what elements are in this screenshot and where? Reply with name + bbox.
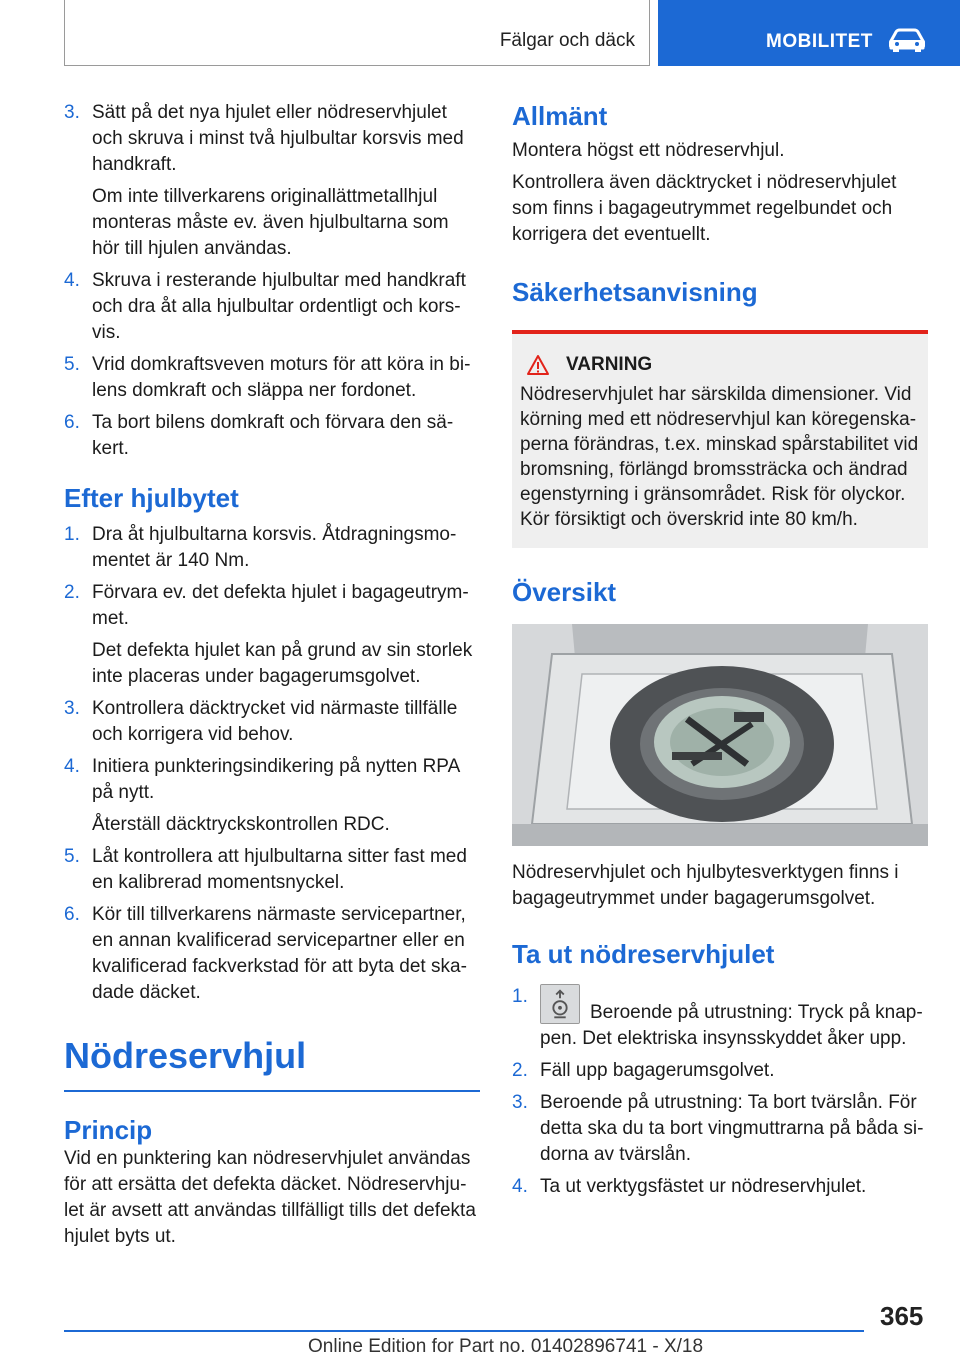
section-title-sakerhet: Säkerhetsanvisning — [512, 277, 758, 307]
step-text: Fäll upp bagagerumsgolvet. — [540, 1060, 775, 1081]
step-text-block — [92, 410, 480, 462]
step-text-block — [92, 902, 480, 1006]
car-icon — [888, 27, 926, 53]
right-column — [512, 100, 928, 1206]
step-item — [64, 844, 480, 896]
warning-text: Nödreservhjulet har särskilda dimensioner. Vid körning med ett nödreservhjul kan köregenskaperna förändras, t.ex. minskad spårstabilitet vid bromsning, förlängd bromssträcka och ändrad egenstyrning i gränsområdet. Risk för olyckor. Kör försiktigt och överskrid inte 80 km/h. — [520, 384, 919, 530]
step-item — [64, 522, 480, 574]
header-section-box — [64, 0, 650, 66]
step-item — [512, 1058, 928, 1084]
step-text-block — [540, 1058, 928, 1084]
step-item — [64, 696, 480, 748]
section-title-allmant: Allmänt — [512, 101, 608, 131]
step-number: 5. — [64, 354, 80, 375]
step-number: 4. — [64, 756, 80, 777]
title-rule — [64, 1090, 480, 1092]
step-text: Ta ut verktygsfästet ur nödreservhjulet. — [540, 1176, 867, 1197]
step-item — [512, 1174, 928, 1200]
step-item — [64, 754, 480, 838]
section-title-princip: Princip — [64, 1114, 153, 1145]
step-text: Skruva i resterande hjulbultar med handkraft och dra åt alla hjulbultar ordentligt och korsvis. — [92, 270, 466, 343]
step-text: Initiera punkteringsindikering på nytten RPA på nytt. — [92, 756, 460, 803]
step-subtext: Återställ däcktryckskontrollen RDC. — [92, 814, 390, 835]
step-text: Beroende på utrustning: Tryck på knappen. Det elektriska insynsskyddet åker upp. — [540, 1002, 923, 1049]
step-text-block — [92, 580, 480, 632]
step-text: Ta bort bilens domkraft och förvara den säkert. — [92, 412, 454, 459]
step-text-block — [540, 1090, 928, 1168]
allmant-paragraph-2: Kontrollera även däcktrycket i nödreservhjulet som finns i bagageutrymmet regelbundet och korrigera det eventuellt. — [512, 172, 897, 245]
step-text-block — [540, 984, 928, 1052]
step-text-block — [92, 754, 480, 806]
step-number: 4. — [64, 270, 80, 291]
step-text: Kontrollera däcktrycket vid närmaste tillfälle och korrigera vid behov. — [92, 698, 458, 745]
footer-edition: Online Edition for Part no. 01402896741 - X/18 — [308, 1336, 704, 1357]
step-item — [64, 902, 480, 1006]
steps-list-b — [64, 522, 480, 1006]
step-number: 2. — [512, 1060, 528, 1081]
step-subtext: Om inte tillverkarens originallättmetallhjul monteras måste ev. även hjulbultarna som hör till hjulen användas. — [92, 186, 449, 259]
section-title-efter: Efter hjulbytet — [64, 483, 239, 513]
warning-label: VARNING — [566, 354, 653, 375]
page-number: 365 — [880, 1301, 924, 1331]
step-subtext: Det defekta hjulet kan på grund av sin storlek inte placeras under bagagerumsgolvet. — [92, 640, 473, 687]
privacy-cover-button-icon — [540, 984, 580, 1024]
step-item — [64, 100, 480, 262]
step-text: Låt kontrollera att hjulbultarna sitter fast med en kalibrerad momentsnyckel. — [92, 846, 467, 893]
princip-text: Vid en punktering kan nödreservhjulet användas för att ersätta det defekta däcket. Nödreservhjulet är avsett att användas tillfälligt tills det defekta hjulet byts ut. — [64, 1147, 476, 1247]
warning-box — [512, 330, 928, 548]
step-item — [64, 580, 480, 690]
step-text-block — [540, 1174, 928, 1200]
step-number: 1. — [512, 986, 528, 1007]
step-text: Dra åt hjulbultarna korsvis. Åtdragningsmomentet är 140 Nm. — [92, 524, 457, 571]
spare-wheel-illustration — [512, 624, 928, 846]
footer-rule — [64, 1330, 864, 1332]
step-item — [64, 410, 480, 462]
step-item — [64, 268, 480, 346]
step-number: 2. — [64, 582, 80, 603]
step-text-block — [92, 100, 480, 178]
step-number: 3. — [64, 698, 80, 719]
step-number: 3. — [512, 1092, 528, 1113]
section-title-ta-ut: Ta ut nödreservhjulet — [512, 939, 775, 969]
left-column — [64, 100, 480, 1256]
step-number: 4. — [512, 1176, 528, 1197]
step-text: Kör till tillverkarens närmaste servicepartner, en annan kvalificerad servicepartner eller en kvalificerad fackverkstad för att byta det skadade däcket. — [92, 904, 467, 1003]
steps-list-right — [512, 984, 928, 1200]
step-number: 6. — [64, 412, 80, 433]
step-text-block — [92, 696, 480, 748]
step-text-block — [92, 522, 480, 574]
header-chapter-title: MOBILITET — [766, 31, 873, 52]
step-number: 5. — [64, 846, 80, 867]
warning-header — [526, 354, 920, 376]
section-title-oversikt: Översikt — [512, 577, 617, 607]
step-text: Sätt på det nya hjulet eller nödreservhjulet och skruva i minst två hjulbultar korsvis med handkraft. — [92, 102, 464, 175]
step-text: Vrid domkraftsveven moturs för att köra in bilens domkraft och släppa ner fordonet. — [92, 354, 471, 401]
step-item — [64, 352, 480, 404]
warning-triangle-icon — [526, 354, 550, 376]
step-text: Förvara ev. det defekta hjulet i bagageutrymmet. — [92, 582, 469, 629]
step-text-block — [92, 844, 480, 896]
step-number: 3. — [64, 102, 80, 123]
step-number: 6. — [64, 904, 80, 925]
header-chapter-tab[interactable] — [658, 0, 960, 66]
step-number: 1. — [64, 524, 80, 545]
chapter-title-nodreservhjul: Nödreservhjul — [64, 1035, 307, 1076]
steps-list-a — [64, 100, 480, 462]
overview-caption: Nödreservhjulet och hjulbytesverktygen finns i bagageutrymmet under bagagerumsgolvet. — [512, 862, 899, 909]
step-item — [512, 984, 928, 1052]
header-section-title: Fälgar och däck — [499, 30, 635, 51]
step-item — [512, 1090, 928, 1168]
step-text: Beroende på utrustning: Ta bort tvärslån. För detta ska du ta bort vingmuttrarna på båda sidorna av tvärslån. — [540, 1092, 924, 1165]
step-text-block — [92, 268, 480, 346]
step-text-block — [92, 352, 480, 404]
allmant-paragraph-1: Montera högst ett nödreservhjul. — [512, 140, 785, 161]
